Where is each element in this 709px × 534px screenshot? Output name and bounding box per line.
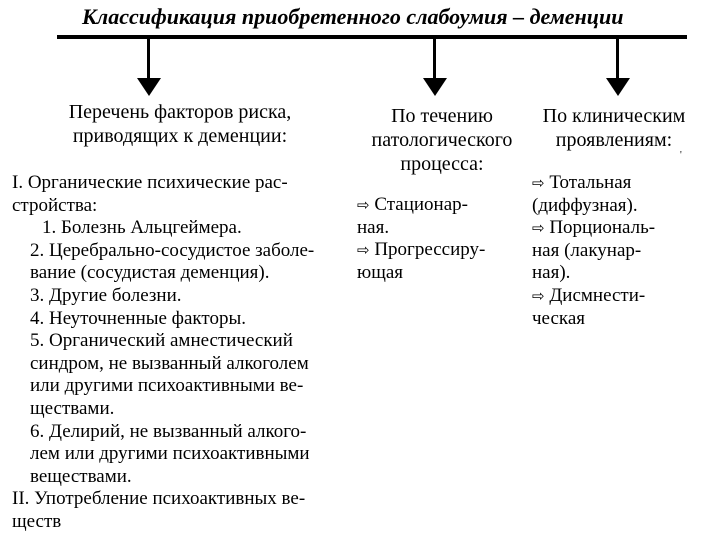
list-item: ⇨ Порциональ-	[532, 217, 656, 239]
list-line: лем или другими психоактивными	[30, 443, 310, 465]
diagram-title: Классификация приобретенного слабоумия – деменции	[82, 4, 624, 29]
down-arrow-icon	[137, 38, 161, 96]
list-line: ная.	[357, 216, 390, 238]
course-list	[357, 194, 517, 284]
list-line: веществами.	[30, 465, 132, 487]
list-line: (диффузная).	[532, 194, 638, 216]
list-item: ⇨ Тотальная	[532, 172, 632, 193]
list-line: ческая	[532, 307, 586, 329]
risk-factors-heading: Перечень факторов риска, приводящих к деменции:	[68, 101, 292, 147]
clinical-list	[532, 172, 702, 330]
down-arrow-icon	[423, 38, 447, 96]
list-line: ная).	[532, 262, 571, 284]
list-line: 3. Другие болезни.	[30, 284, 182, 306]
stray-mark: '	[680, 150, 682, 161]
risk-factors-list	[12, 172, 352, 534]
list-line: 1. Болезнь Альцгеймера.	[42, 217, 242, 239]
list-line: или другими психоактивными ве-	[30, 375, 304, 397]
list-item: ⇨ Прогрессиру-	[357, 239, 486, 261]
list-item: ⇨ Стационар-	[357, 194, 468, 215]
right-arrow-outline-icon: ⇨	[357, 241, 370, 260]
list-line: ществ	[12, 510, 62, 532]
list-line: 4. Неуточненные факторы.	[30, 307, 246, 329]
clinical-heading: По клиническим проявлениям:	[542, 105, 686, 151]
list-line: вание (сосудистая деменция).	[30, 262, 270, 284]
right-arrow-outline-icon: ⇨	[357, 196, 370, 214]
list-line: 6. Делирий, не вызванный алкого-	[30, 420, 307, 442]
course-heading: По течению патологического процесса:	[371, 105, 513, 175]
list-line: II. Употребление психоактивных ве-	[12, 488, 306, 510]
list-line: синдром, не вызванный алкоголем	[30, 352, 309, 374]
list-item: ⇨ Дисмнести-	[532, 284, 646, 306]
right-arrow-outline-icon: ⇨	[532, 174, 545, 192]
list-line: ющая	[357, 261, 403, 283]
list-line: 2. Церебрально-сосудистое заболе-	[30, 239, 315, 261]
list-line: стройства:	[12, 194, 98, 216]
right-arrow-outline-icon: ⇨	[532, 219, 545, 238]
list-line: I. Органические психические рас-	[12, 172, 288, 193]
list-line: 5. Органический амнестический	[30, 330, 293, 352]
right-arrow-outline-icon: ⇨	[532, 286, 545, 305]
list-line: ная (лакунар-	[532, 239, 642, 261]
list-line: ществами.	[30, 397, 115, 419]
down-arrow-icon	[606, 38, 630, 96]
